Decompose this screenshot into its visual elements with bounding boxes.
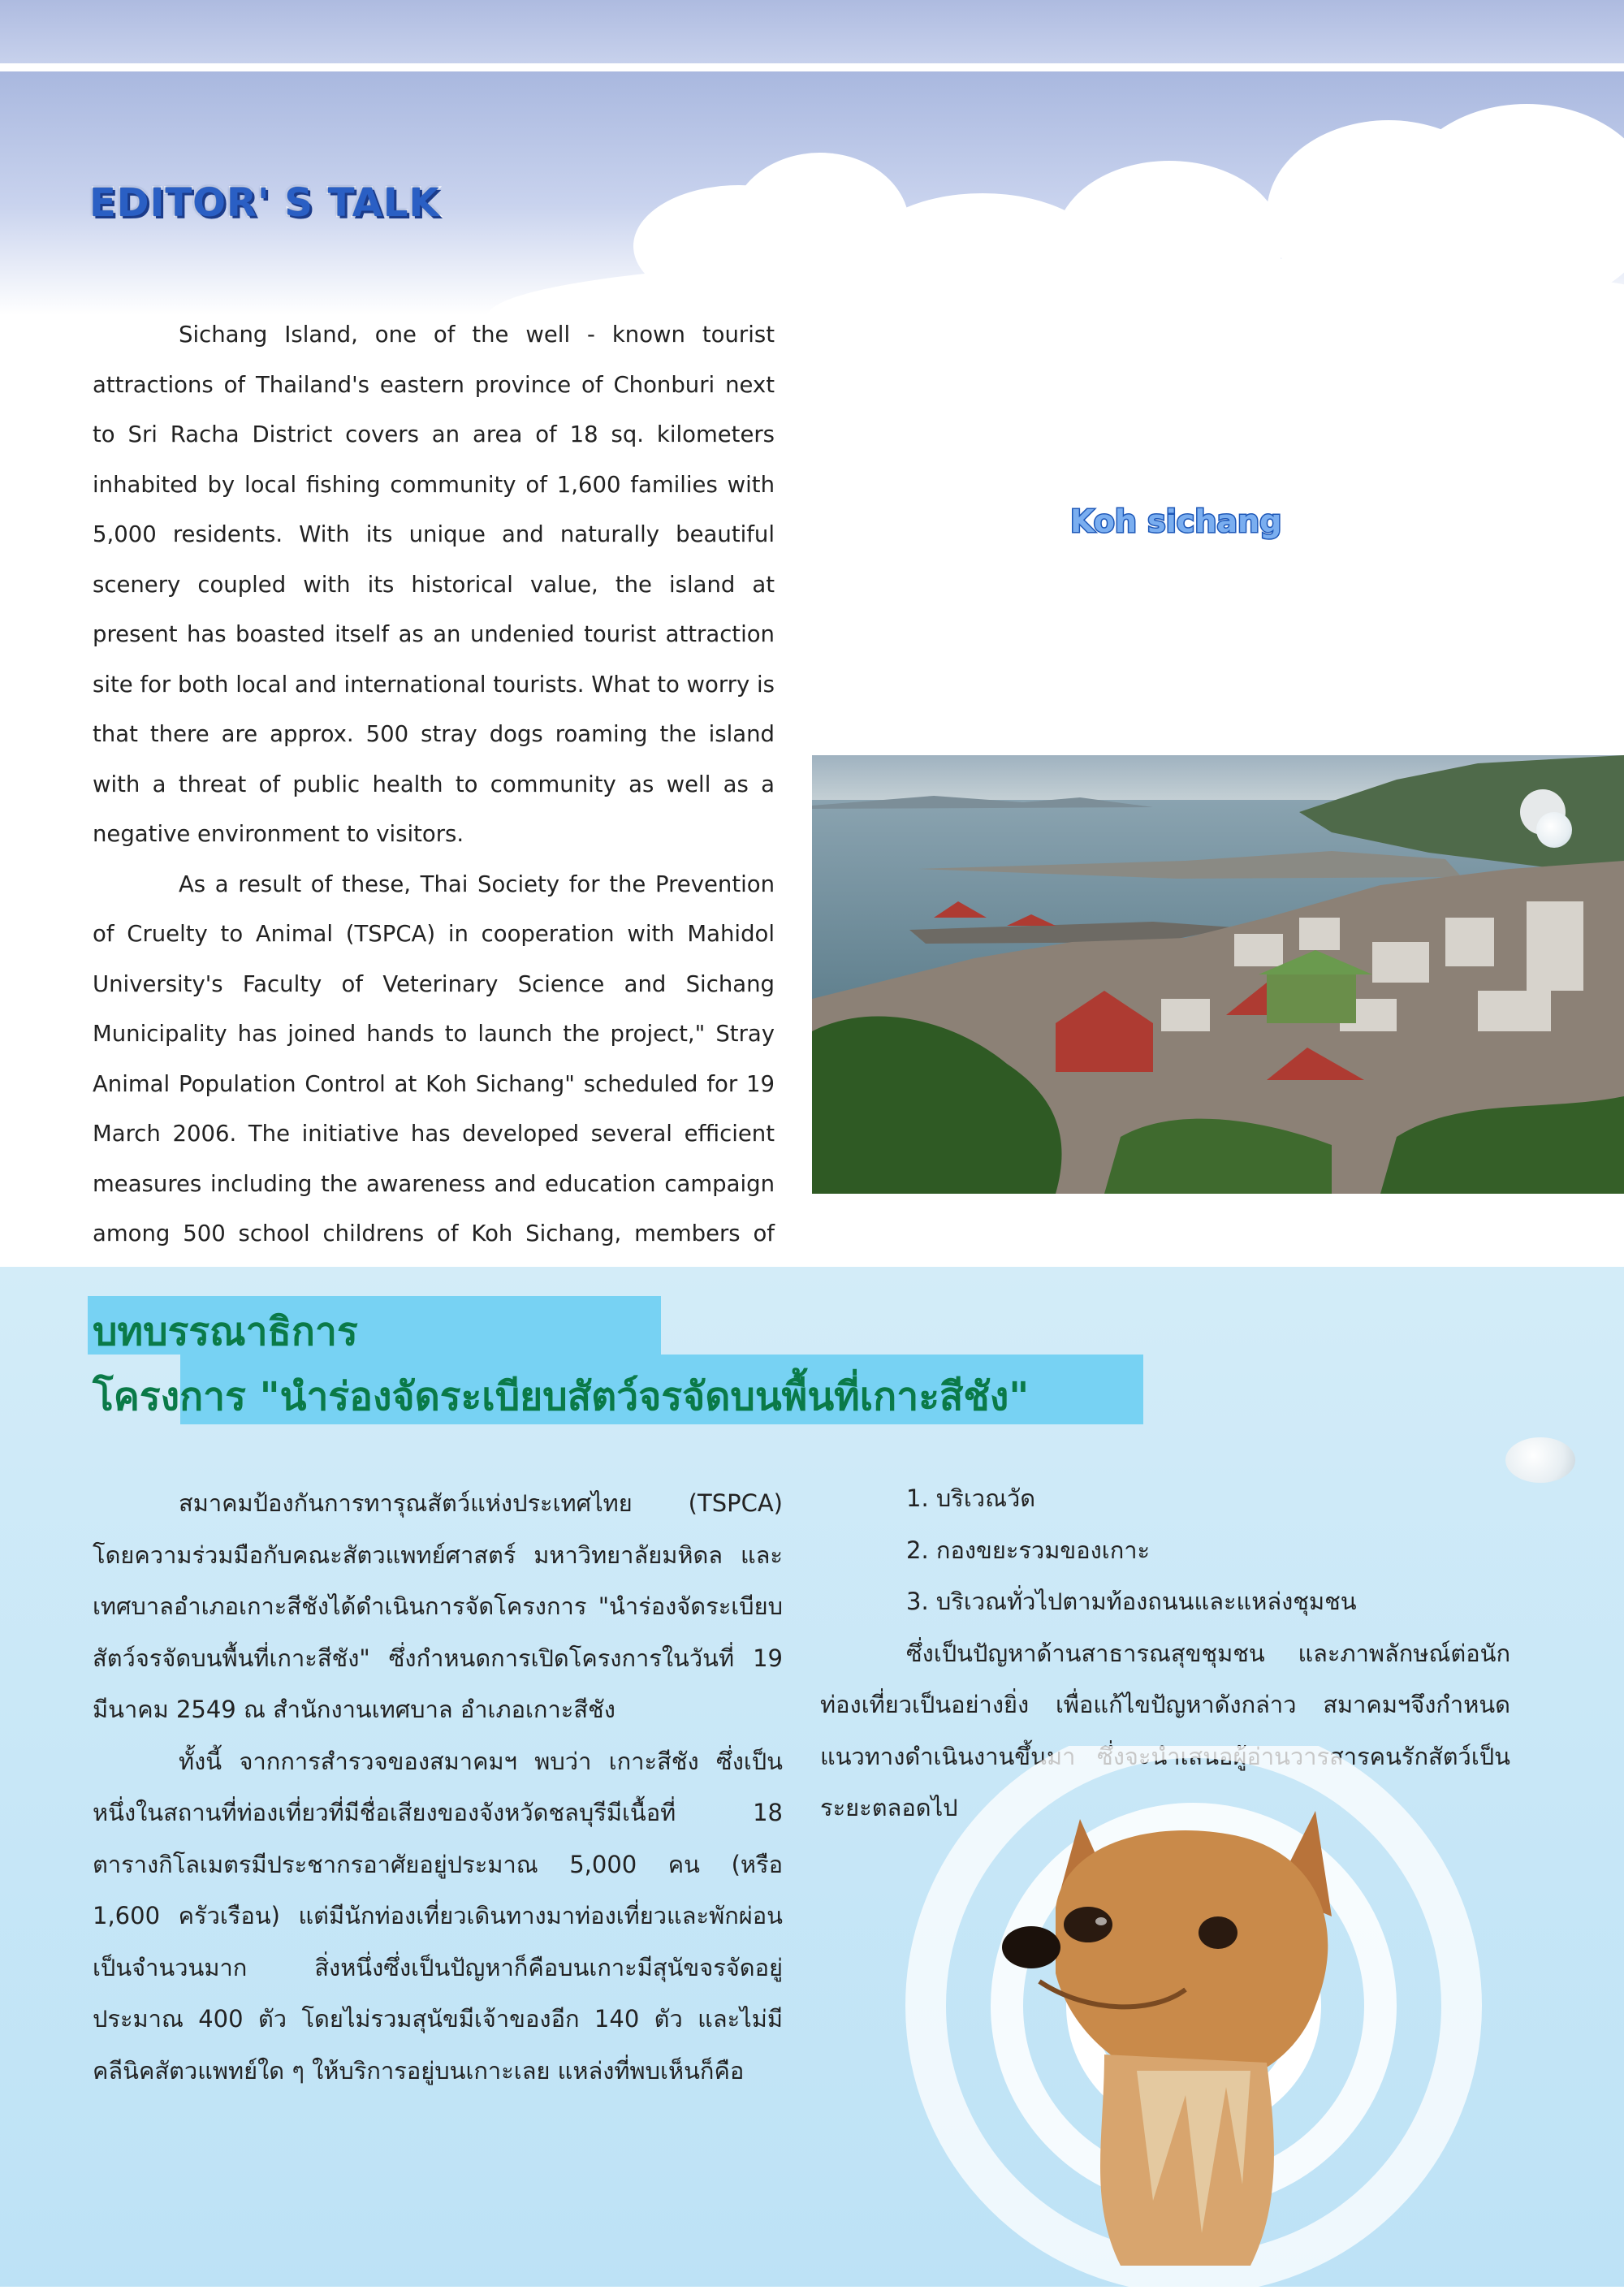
divider: [0, 63, 1624, 71]
page-dent: [1505, 1437, 1575, 1483]
dog-illustration: [893, 1746, 1510, 2287]
article-paragraph: As a result of these, Thai Society for the Prevention of Cruelty to Animal (TSPCA) in cooperation with Mahidol University's Faculty of Veterinary Science and Sichang Municipality has joined hands to launch the project," Stray Animal Population Control at Koh Sichang" scheduled for 19 March 2006. The initiative has developed several efficient measures including the awareness and education campaign among 500 school childrens of Koh Sichang, members of: [93, 871, 775, 1247]
thai-heading: บทบรรณาธิการ: [93, 1309, 358, 1355]
page-title: EDITOR' S TALK: [89, 180, 440, 226]
article-paragraph: สมาคมป้องกันการทารุณสัตว์แห่งประเทศไทย (TSPCA) โดยความร่วมมือกับคณะสัตวแพทย์ศาสตร์ มหาวิทยาลัยมหิดล และเทศบาลอำเภอเกาะสีชังได้ดำเนินการจัดโครงการ "นำร่องจัดระเบียบสัตว์จรจัดบนพื้นที่เกาะสีชัง" ซึ่งกำหนดการเปิดโครงการในวันที่ 19 มีนาคม 2549 ณ สำนักงานเทศบาล อำเภอเกาะสีชัง: [93, 1489, 783, 1723]
page-dent: [1536, 812, 1572, 848]
list-item: 1. บริเวณวัด: [906, 1484, 1036, 1512]
list-item: 2. กองขยะรวมของเกาะ: [906, 1536, 1151, 1564]
thai-project-title: โครงการ "นำร่องจัดระเบียบสัตว์จรจัดบนพื้นที่เกาะสีชัง": [93, 1374, 1030, 1419]
article-paragraph: ทั้งนี้ จากการสำรวจของสมาคมฯ พบว่า เกาะสีชัง ซึ่งเป็นหนึ่งในสถานที่ท่องเที่ยวที่มีชื่อเสียงของจังหวัดชลบุรีมีเนื้อที่ 18 ตารางกิโลเมตรมีประชากรอาศัยอยู่ประมาณ 5,000 คน (หรือ 1,600 ครัวเรือน) แต่มีนักท่องเที่ยวเดินทางมาท่องเที่ยวและพักผ่อนเป็นจำนวนมาก สิ่งหนึ่งซึ่งเป็นปัญหาก็คือบนเกาะมีสุนัขจรจัดอยู่ประมาณ 400 ตัว โดยไม่รวมสุนัขมีเจ้าของอีก 140 ตัว และไม่มีคลีนิคสัตวแพทย์ใด ๆ ให้บริการอยู่บนเกาะเลย แหล่งที่พบเห็นก็คือ: [93, 1747, 783, 2085]
island-photo: [812, 755, 1624, 1194]
photo-caption: Koh sichang: [1070, 503, 1282, 539]
article-paragraph: Sichang Island, one of the well - known tourist attractions of Thailand's eastern province of Chonburi next to Sri Racha District covers an area of 18 sq. kilometers inhabited by local fishing community of 1,600 families with 5,000 residents. With its unique and naturally beautiful scenery coupled with its historical value, the island at present has boasted itself as an undenied tourist attraction site for both local and international tourists. What to worry is that there are approx. 500 stray dogs roaming the island with a threat of public health to community as well as a negative environment to visitors.: [93, 322, 775, 847]
list-item: 3. บริเวณทั่วไปตามท้องถนนและแหล่งชุมชน: [906, 1588, 1357, 1615]
thai-article-left: [93, 1478, 783, 2097]
article-paragraph: ซึ่งเป็นปัญหาด้านสาธารณสุขชุมชน และภาพลักษณ์ต่อนักท่องเที่ยวเป็นอย่างยิ่ง เพื่อแก้ไขปัญหาดังกล่าว สมาคมฯจึงกำหนดแนวทางดำเนินงานขึ้นมา ซึ่งจะนำเสนอผู้อ่านวารสารคนรักสัตว์เป็นระยะตลอดไป: [820, 1639, 1510, 1821]
top-banner: [0, 0, 1624, 63]
english-article: [93, 310, 775, 1309]
